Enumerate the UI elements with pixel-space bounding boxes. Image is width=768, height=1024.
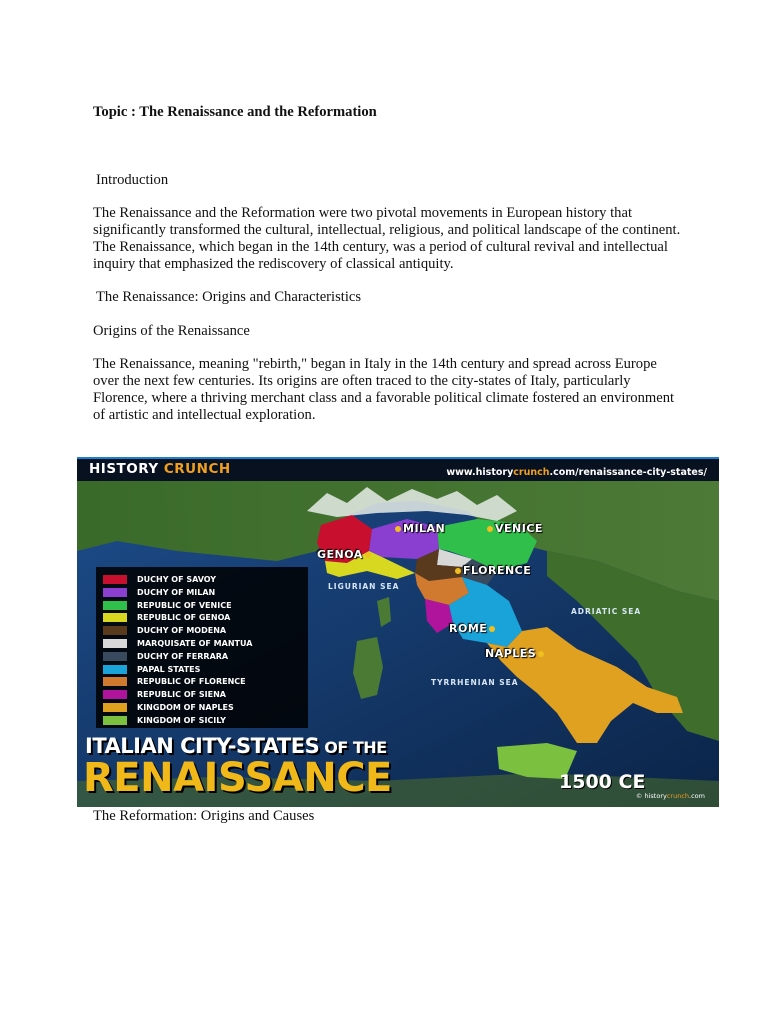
city-label-venice: VENICE [485, 520, 543, 537]
legend-label: MARQUISATE OF MANTUA [137, 639, 253, 648]
legend-label: KINGDOM OF NAPLES [137, 703, 234, 712]
legend-item [103, 675, 308, 687]
legend-label: REPUBLIC OF GENOA [137, 613, 231, 623]
legend-item [103, 714, 308, 726]
legend-swatch [103, 690, 127, 699]
topic-heading: Topic : The Renaissance and the Reformation [93, 104, 377, 120]
legend-item [103, 586, 308, 598]
city-label-rome: ROME [449, 620, 497, 637]
legend-item [103, 624, 308, 636]
city-label-naples: NAPLES [485, 645, 546, 662]
legend-label: DUCHY OF MODENA [137, 626, 227, 636]
introduction-paragraph: The Renaissance and the Reformation were two pivotal movements in European history that significantly transformed the cultural, intellectual, religious, and political landscape of the continent. The Renaissance, which began in the 14th century, was a period of cultural revival and intellectual inquiry that emphasized the rediscovery of classical antiquity. [93, 205, 681, 272]
legend-item [103, 650, 308, 662]
legend-item [103, 637, 308, 649]
history-crunch-logo: HISTORY CRUNCH [89, 461, 231, 477]
legend-swatch [103, 575, 127, 584]
origins-paragraph: The Renaissance, meaning "rebirth," began in Italy in the 14th century and spread across Europe over the next few centuries. Its origins are often traced to the city-states of Italy, particularly Florence, where a thriving merchant class and a favorable political climate fostered an environment of artistic and intellectual exploration. [93, 356, 675, 423]
sea-label-adriatic: ADRIATIC SEA [571, 607, 642, 616]
legend-label: KINGDOM OF SICILY [137, 715, 226, 725]
legend-swatch [103, 677, 127, 686]
origins-subheading: Origins of the Renaissance [93, 323, 250, 339]
sea-label-tyrrhenian: TYRRHENIAN SEA [431, 678, 519, 687]
city-label-florence: FLORENCE [453, 562, 531, 579]
legend-swatch [103, 639, 127, 648]
legend-label: DUCHY OF SAVOY [137, 575, 217, 584]
legend-swatch [103, 613, 127, 622]
legend-label: DUCHY OF MILAN [137, 587, 216, 597]
legend-item [103, 701, 308, 713]
legend-swatch [103, 703, 127, 712]
legend-swatch [103, 665, 127, 674]
legend-item [103, 688, 308, 700]
map-credit: © historycrunch.com [635, 792, 705, 800]
reformation-heading: The Reformation: Origins and Causes [93, 808, 315, 824]
legend-swatch [103, 652, 127, 661]
legend-item [103, 599, 308, 611]
legend-swatch [103, 626, 127, 635]
sea-label-ligurian: LIGURIAN SEA [328, 582, 400, 591]
map-header-bar [77, 457, 719, 481]
legend-item [103, 611, 308, 623]
city-label-milan: MILAN [393, 520, 445, 537]
legend-swatch [103, 601, 127, 610]
map-date: 1500 CE [559, 771, 646, 793]
map-title-line1: ITALIAN CITY-STATES OF THE [85, 734, 387, 758]
map-title-line2: RENAISSANCE [83, 755, 392, 801]
map-legend [96, 567, 308, 728]
legend-label: REPUBLIC OF SIENA [137, 690, 226, 700]
city-label-genoa: GENOA [317, 546, 373, 563]
renaissance-section-heading: The Renaissance: Origins and Characteristics [96, 289, 362, 305]
legend-label: PAPAL STATES [137, 664, 201, 674]
legend-item [103, 663, 308, 675]
legend-swatch [103, 716, 127, 725]
legend-label: DUCHY OF FERRARA [137, 651, 229, 661]
legend-item [103, 573, 308, 585]
introduction-heading: Introduction [96, 172, 169, 188]
map-source-url: www.historycrunch.com/renaissance-city-states/ [446, 467, 707, 478]
legend-label: REPUBLIC OF VENICE [137, 600, 232, 610]
legend-label: REPUBLIC OF FLORENCE [137, 677, 246, 687]
legend-swatch [103, 588, 127, 597]
italian-city-states-map [77, 457, 719, 807]
